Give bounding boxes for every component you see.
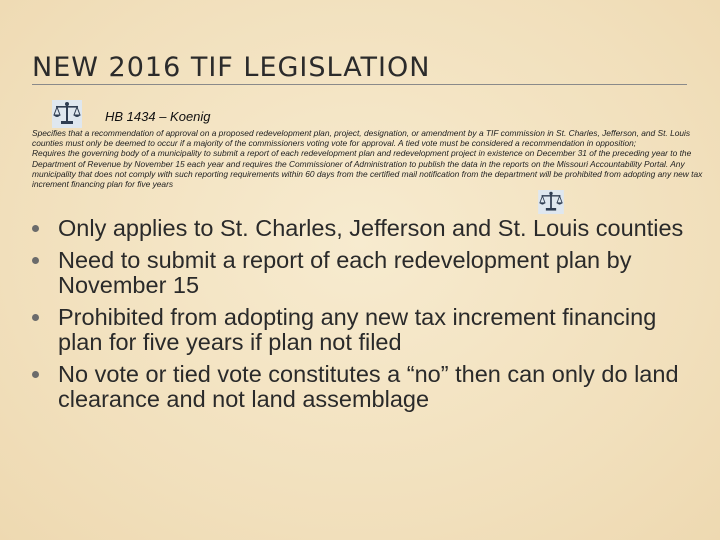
- bill-heading: HB 1434 – Koenig: [105, 109, 211, 124]
- scales-of-justice-icon: [52, 100, 82, 128]
- bullet-text: Only applies to St. Charles, Jefferson and St. Louis counties: [58, 215, 684, 241]
- bill-summary: [32, 128, 704, 189]
- scales-of-justice-icon: [538, 190, 564, 214]
- list-item: [20, 362, 700, 413]
- summary-paragraph: Specifies that a recommendation of approval on a proposed redevelopment plan, project, designation, or amendment by a TIF commission in St. Charles, Jefferson, and St. Louis counties must only be deemed to occur if a majority of the commissioners voting vote for approval. A tied vote must be considered a recommendation in opposition;: [32, 128, 691, 149]
- title-divider: [32, 84, 687, 85]
- bullet-text: Prohibited from adopting any new tax increment financing plan for five years if plan not filed: [58, 303, 657, 355]
- bullet-text: No vote or tied vote constitutes a “no” then can only do land clearance and not land assemblage: [58, 360, 679, 412]
- bullet-dot-icon: [32, 371, 39, 378]
- bullet-dot-icon: [32, 257, 39, 264]
- list-item: [20, 305, 700, 356]
- bullet-text: Need to submit a report of each redevelopment plan by November 15: [58, 246, 632, 298]
- bullet-dot-icon: [32, 225, 39, 232]
- list-item: [20, 248, 700, 299]
- bullet-dot-icon: [32, 314, 39, 321]
- list-item: [20, 216, 700, 242]
- bullet-list: [20, 216, 700, 419]
- slide-title: NEW 2016 TIF LEGISLATION: [32, 52, 431, 83]
- summary-paragraph: Requires the governing body of a municipality to submit a report of each redevelopment plan and redevelopment project in existence on December 31 of the preceding year to the Department of Revenue by November 15 each year and requires the Commissioner of Administration to publish the data in the reports on the Missouri Accountability Portal. Any municipality that does not comply with such reporting requirements within 60 days from the certified mail notification from the department will be prohibited from adopting any new tax increment financing plan for five years: [32, 148, 703, 190]
